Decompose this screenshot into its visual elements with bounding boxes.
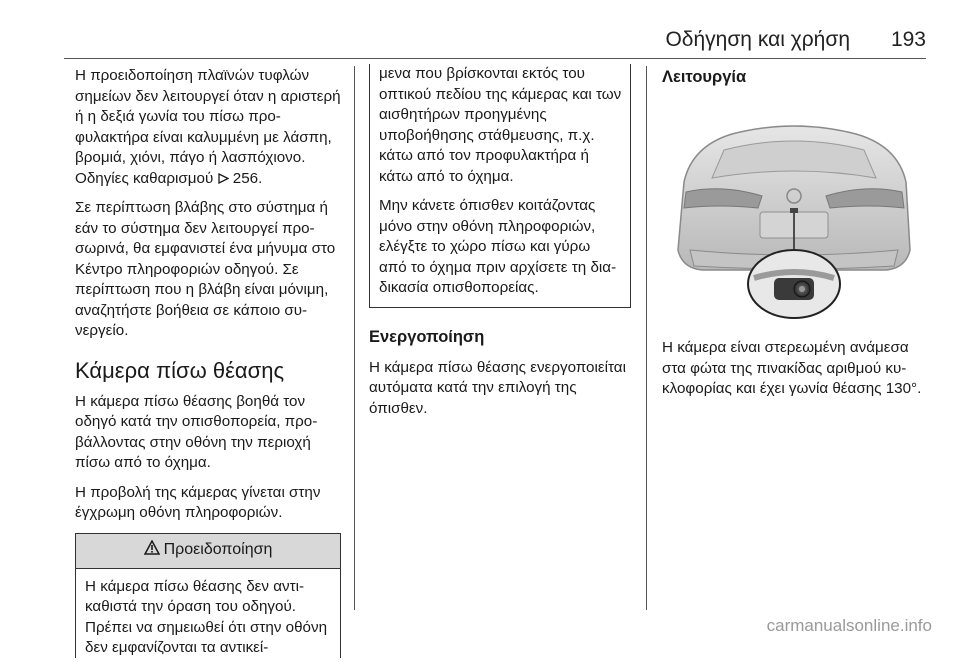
column-2 (369, 66, 631, 428)
section-title: Κάμερα πίσω θέασης (75, 357, 285, 383)
warning-box (75, 533, 341, 658)
rear-camera-illustration (662, 100, 926, 324)
paragraph-camera-mount: Η κάμερα είναι στερεωμένη ανάμεσα στα φώτα της πινακίδας αριθμού κυκλοφορίας και έχει γωνία θέασης 130°. (662, 339, 922, 397)
header-rule (64, 58, 926, 59)
page-ref-arrow-icon (218, 170, 233, 187)
paragraph-camera-intro: Η κάμερα πίσω θέασης βοηθά τον οδηγό κατά την οπισθοπορεία, προβάλλοντας στην οθόνη την περιοχή πίσω από το όχημα. (75, 392, 318, 471)
column-divider-2 (646, 66, 647, 610)
paragraph-fault: Σε περίπτωση βλάβης στο σύστημα ή εάν το σύστημα δεν λειτουργεί προσωρινά, θα εμφανιστεί ένα μήνυμα στο Κέντρο πληροφοριών οδηγού. Σε περίπτωση που η βλάβη είναι μόνιμη, αναζητήστε βοήθεια σε κάποιο συνεργείο. (75, 199, 336, 339)
paragraph-activation: Η κάμερα πίσω θέασης ενεργοποιείται αυτόματα κατά την επιλογή της όπισθεν. (369, 358, 626, 417)
column-divider-1 (354, 66, 355, 610)
warning-text-check: Μην κάνετε όπισθεν κοιτάζοντας μόνο στην οθόνη πληροφοριών, ελέγξτε το χώρο πίσω και γύρω από το όχημα πριν αρχίσετε τη διαδικασία οπισθοπορείας. (379, 197, 617, 296)
warning-text-continued: μενα που βρίσκονται εκτός του οπτικού πεδίου της κάμερας και των αισθητήρων προηγμένης υποβοήθησης στάθμευσης, π.χ. κάτω από τον προφυλακτήρα ή κάτω από το όχημα. (379, 65, 622, 185)
column-1 (75, 66, 345, 658)
warning-header (76, 534, 340, 569)
page-ref[interactable]: 256. (232, 169, 263, 187)
page-header (0, 0, 960, 56)
paragraph-blind-spot-note: Η προειδοποίηση πλαϊνών τυφλών σημείων δεν λειτουργεί όταν η αριστερή ή η δεξιά γωνία του πίσω προφυλακτήρα είναι καλυμμένη με λάσπη, βρομιά, χιόνι, πάγο ή λασπόχιονο. Οδηγίες καθαρισμού 256. (75, 67, 341, 187)
subhead-activation: Ενεργοποίηση (369, 327, 485, 346)
warning-icon (144, 540, 164, 562)
subhead-operation: Λειτουργία (662, 68, 747, 86)
watermark: carmanualsonline.info (766, 616, 932, 635)
column-3 (662, 66, 926, 409)
paragraph-camera-display: Η προβολή της κάμερας γίνεται στην έγχρωμη οθόνη πληροφοριών. (75, 483, 321, 521)
chapter-title: Οδήγηση και χρήση (665, 28, 850, 51)
warning-title: Προειδοποίηση (163, 541, 273, 559)
warning-box-continued (369, 64, 631, 308)
car-rear-icon (662, 100, 926, 324)
warning-text: Η κάμερα πίσω θέασης δεν αντικαθιστά την όραση του οδηγού. Πρέπει να σημειωθεί ότι στην οθόνη δεν εμφανίζονται τα αντικεί- (85, 577, 328, 656)
page-number: 193 (890, 28, 926, 51)
